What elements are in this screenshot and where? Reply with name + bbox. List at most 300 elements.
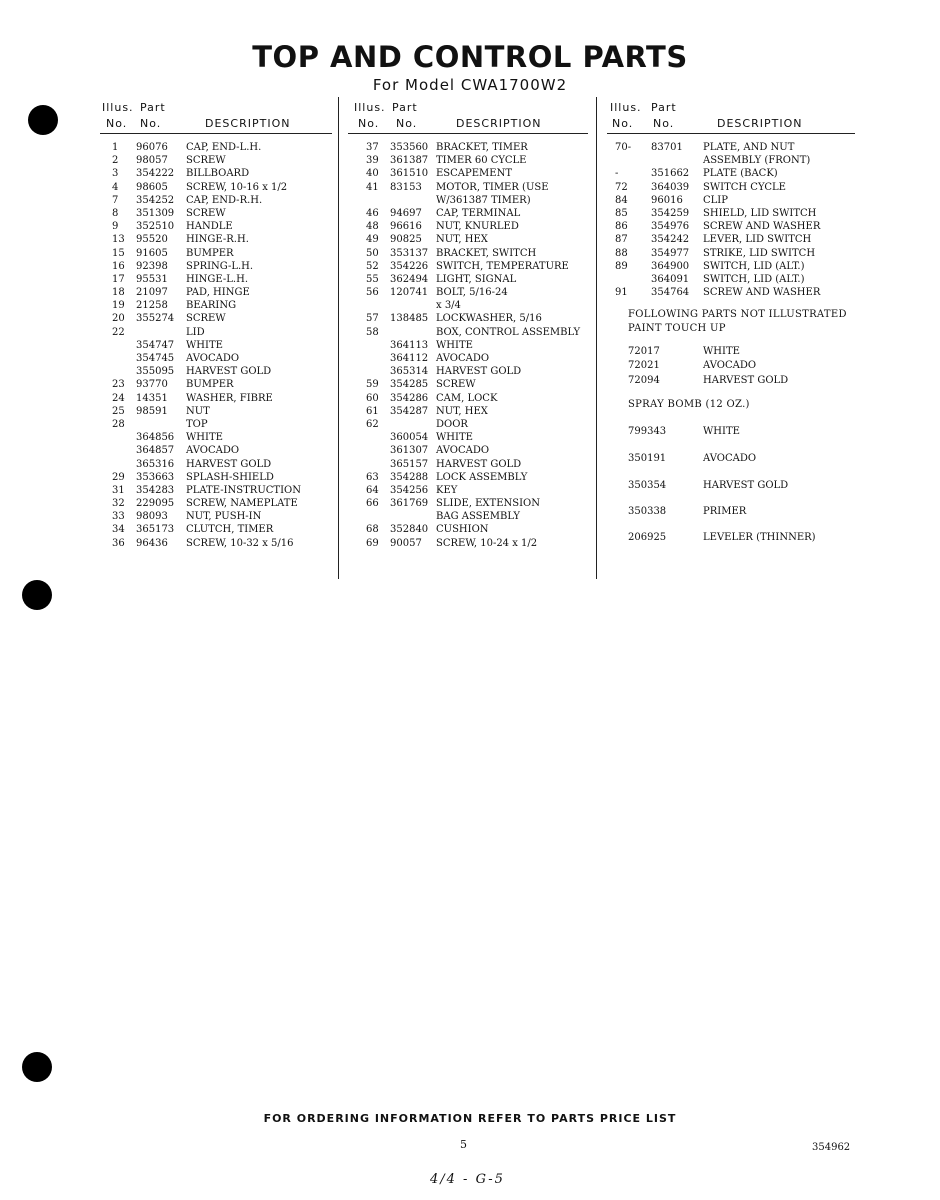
illus-number: 23 [112,379,125,391]
part-number: 98057 [136,155,168,167]
part-row [100,248,332,261]
part-number: 96436 [136,537,168,549]
part-number: 96616 [390,221,422,233]
column-header [348,100,588,134]
part-number: 352510 [136,221,175,233]
part-description: NUT, PUSH-IN [186,511,262,523]
ordering-footer: FOR ORDERING INFORMATION REFER TO PARTS PRICE LIST [263,1112,677,1125]
description-label: DESCRIPTION [717,117,803,130]
part-number: 361307 [390,445,429,457]
column-divider [596,97,597,579]
part-description: CLIP [703,194,728,206]
part-number: 365314 [390,366,429,378]
part-description: CUSHION [436,524,489,536]
part-row [607,261,855,274]
paint-touch-up-heading: PAINT TOUCH UP [628,323,726,334]
illus-number: 7 [112,194,119,206]
part-description: NUT, KNURLED [436,221,519,233]
part-number: 93770 [136,379,168,391]
part-number: 21097 [136,287,168,299]
no-label: No. [653,117,675,130]
part-row [100,393,332,406]
illus-number: 33 [112,511,125,523]
part-description: PLATE-INSTRUCTION [186,484,301,496]
part-description: AVOCADO [186,445,240,457]
paint-part-number: 72017 [628,346,660,357]
part-number: 353663 [136,471,175,483]
illus-number: 20 [112,313,125,325]
part-description: SCREW, 10-16 x 1/2 [186,181,288,193]
illus-number: 52 [366,260,379,272]
part-number: 365316 [136,458,175,470]
part-description: NUT, HEX [436,405,488,417]
part-description: STRIKE, LID SWITCH [703,247,816,259]
part-row [607,155,855,168]
part-description: ESCAPEMENT [436,168,513,180]
part-description: WHITE [436,339,473,351]
part-description: SCREW, 10-24 x 1/2 [436,537,538,549]
part-row [100,195,332,208]
part-row [100,498,332,511]
part-description: CLUTCH, TIMER [186,524,274,536]
illus-label: Illus. [102,101,134,114]
part-row [100,379,332,392]
part-row [100,287,332,300]
spray-finish: PRIMER [703,506,747,517]
part-row [100,261,332,274]
part-row [348,261,588,274]
part-number: 361387 [390,155,429,167]
illus-number: 61 [366,405,379,417]
part-row [607,287,855,300]
part-number: 120741 [390,287,429,299]
illus-number: 28 [112,418,125,430]
part-description: SHIELD, LID SWITCH [703,207,817,219]
part-description: LOCKWASHER, 5/16 [436,313,542,325]
part-row [348,459,588,472]
part-row [607,248,855,261]
part-row [100,155,332,168]
part-row [100,459,332,472]
illus-number: 48 [366,221,379,233]
part-row [100,445,332,458]
illus-number: 31 [112,484,125,496]
part-number: 365173 [136,524,175,536]
part-description: HARVEST GOLD [436,458,522,470]
part-description: SWITCH, LID (ALT.) [703,260,805,272]
no-label: No. [106,117,128,130]
illus-number: 32 [112,498,125,510]
part-number: 361510 [390,168,429,180]
spray-finish: AVOCADO [703,453,757,464]
part-row [348,432,588,445]
page-title: TOP AND CONTROL PARTS [252,40,688,74]
part-number: 354764 [651,287,690,299]
model-subtitle: For Model CWA1700W2 [372,76,568,94]
illus-number: 89 [615,260,628,272]
part-description: SCREW AND WASHER [703,287,821,299]
part-row [100,419,332,432]
part-description: TOP [186,418,208,430]
part-description: ASSEMBLY (FRONT) [703,155,811,167]
part-description: SLIDE, EXTENSION [436,498,541,510]
part-number: 360054 [390,432,429,444]
illus-number: 60 [366,392,379,404]
illus-number: 3 [112,168,119,180]
illus-number: 16 [112,260,125,272]
part-description: LIGHT, SIGNAL [436,273,517,285]
part-description: DOOR [436,418,468,430]
part-number: 21258 [136,300,168,312]
part-row [348,379,588,392]
part-description: WASHER, FIBRE [186,392,273,404]
illus-number: 70- [615,142,632,153]
part-description: x 3/4 [436,300,461,312]
column-divider [338,97,339,579]
part-number: 229095 [136,498,175,510]
part-row [607,142,855,155]
part-row [607,168,855,181]
part-number: 351309 [136,207,175,219]
illus-number: 34 [112,524,125,536]
part-description: SPLASH-SHIELD [186,471,274,483]
part-number: 91605 [136,247,168,259]
part-number: 83153 [390,181,422,193]
part-description: SWITCH, TEMPERATURE [436,260,569,272]
part-row [348,208,588,221]
illus-number: 13 [112,234,125,246]
spray-part-number: 350354 [628,480,667,491]
part-description: PAD, HINGE [186,287,250,299]
no-label: No. [396,117,418,130]
part-number: 98591 [136,405,168,417]
part-row [607,195,855,208]
part-description: NUT, HEX [436,234,488,246]
part-number: 94697 [390,207,422,219]
part-row [348,445,588,458]
no-label: No. [612,117,634,130]
part-row [100,538,332,551]
part-description: BAG ASSEMBLY [436,511,520,523]
part-number: 364112 [390,353,429,364]
part-number: 355095 [136,366,175,378]
spray-part-number: 350191 [628,453,667,464]
part-number: 362494 [390,273,429,285]
part-description: CAP, END-L.H. [186,142,262,153]
part-number: 96016 [651,194,683,206]
part-number: 98605 [136,181,168,193]
spray-finish: HARVEST GOLD [703,480,789,491]
part-row [100,432,332,445]
part-number: 354288 [390,471,429,483]
document-number: 354962 [812,1142,851,1153]
part-description: HARVEST GOLD [186,366,272,378]
part-number: 354747 [136,339,175,351]
part-number: 354285 [390,379,429,391]
description-label: DESCRIPTION [205,117,291,130]
illus-number: 56 [366,287,379,299]
part-number: 352840 [390,524,429,536]
part-row [607,234,855,247]
part-description: HANDLE [186,221,233,233]
part-number: 354226 [390,260,429,272]
handwritten-note: 4/4 - G-5 [430,1172,505,1187]
part-row [100,168,332,181]
part-row [100,208,332,221]
part-row [100,353,332,366]
paint-finish: WHITE [703,346,740,357]
part-number: 95520 [136,234,168,246]
part-number: 365157 [390,458,429,470]
column-header [100,100,332,134]
illus-number: 37 [366,142,379,153]
part-number: 364091 [651,273,690,285]
parts-list [100,142,332,551]
not-illustrated-note: FOLLOWING PARTS NOT ILLUSTRATED [628,309,847,320]
part-number: 95531 [136,273,168,285]
illus-number: 69 [366,537,379,549]
binder-hole-top [28,105,58,135]
part-row [348,393,588,406]
part-description: BEARING [186,300,237,312]
part-row [348,538,588,551]
part-number: 364857 [136,445,175,457]
illus-number: 59 [366,379,379,391]
part-row [100,300,332,313]
illus-label: Illus. [354,101,386,114]
illus-number: 40 [366,168,379,180]
part-row [100,472,332,485]
parts-list [607,142,855,300]
column-header [607,100,855,134]
binder-hole-bottom [22,1052,52,1082]
part-description: AVOCADO [186,353,240,364]
illus-number: 2 [112,155,119,167]
part-row [348,234,588,247]
part-row [100,142,332,155]
part-description: CAP, END-R.H. [186,194,263,206]
illus-number: 85 [615,207,628,219]
illus-number: 15 [112,247,125,259]
part-description: AVOCADO [436,353,490,364]
illus-number: 22 [112,326,125,338]
illus-number: 66 [366,498,379,510]
paint-part-number: 72094 [628,375,660,386]
part-number: 354283 [136,484,175,496]
part-number: 354745 [136,353,175,364]
part-number: 361769 [390,498,429,510]
no-label: No. [140,117,162,130]
part-row [100,406,332,419]
illus-number: 8 [112,207,119,219]
part-description: BRACKET, TIMER [436,142,528,153]
part-description: SPRING-L.H. [186,260,254,272]
part-number: 364856 [136,432,175,444]
part-row [348,472,588,485]
part-description: BRACKET, SWITCH [436,247,537,259]
part-row [348,511,588,524]
part-description: SCREW [186,155,226,167]
part-label: Part [140,101,166,114]
part-description: CAP, TERMINAL [436,207,521,219]
part-row [607,274,855,287]
illus-number: 39 [366,155,379,167]
illus-number: 68 [366,524,379,536]
page-number: 5 [460,1138,467,1151]
part-description: TIMER 60 CYCLE [436,155,527,167]
part-description: MOTOR, TIMER (USE [436,181,549,193]
illus-number: 86 [615,221,628,233]
part-row [100,313,332,326]
part-number: 354977 [651,247,690,259]
part-row [348,142,588,155]
part-description: CAM, LOCK [436,392,498,404]
spray-finish: WHITE [703,426,740,437]
illus-number: 63 [366,471,379,483]
illus-number: 4 [112,181,119,193]
part-row [348,248,588,261]
illus-number: 46 [366,207,379,219]
part-description: NUT [186,405,210,417]
part-number: 355274 [136,313,175,325]
part-number: 364900 [651,260,690,272]
binder-hole-middle [22,580,52,610]
part-description: BOLT, 5/16-24 [436,287,508,299]
part-description: BOX, CONTROL ASSEMBLY [436,326,581,338]
part-number: 354976 [651,221,690,233]
illus-number: 25 [112,405,125,417]
illus-number: 36 [112,537,125,549]
part-description: WHITE [186,339,223,351]
part-row [100,340,332,353]
part-description: KEY [436,484,458,496]
part-number: 354286 [390,392,429,404]
paint-finish: AVOCADO [703,360,757,371]
part-description: BILLBOARD [186,168,250,180]
part-row [348,366,588,379]
parts-column-2 [348,100,588,551]
part-description: PLATE (BACK) [703,168,778,180]
part-row [607,182,855,195]
illus-number: 87 [615,234,628,246]
part-row [100,234,332,247]
part-description: BUMPER [186,247,234,259]
illus-number: 84 [615,194,628,206]
part-row [348,287,588,300]
part-row [100,511,332,524]
part-description: AVOCADO [436,445,490,457]
part-row [348,353,588,366]
part-description: SCREW [186,313,226,325]
illus-number: - [615,168,619,180]
illus-number: 41 [366,181,379,193]
part-number: 98093 [136,511,168,523]
description-label: DESCRIPTION [456,117,542,130]
part-number: 90057 [390,537,422,549]
part-row [100,327,332,340]
part-row [348,182,588,195]
part-row [348,406,588,419]
part-number: 354222 [136,168,175,180]
part-number: 354256 [390,484,429,496]
part-description: SCREW [186,207,226,219]
parts-column-3 [607,100,855,300]
part-number: 354252 [136,194,175,206]
part-description: HINGE-L.H. [186,273,248,285]
part-number: 14351 [136,392,168,404]
parts-list [348,142,588,551]
part-row [607,208,855,221]
part-number: 353137 [390,247,429,259]
part-row [348,340,588,353]
spray-part-number: 206925 [628,532,667,543]
part-description: WHITE [436,432,473,444]
no-label: No. [358,117,380,130]
illus-number: 9 [112,221,119,233]
spray-part-number: 350338 [628,506,667,517]
illus-number: 24 [112,392,125,404]
illus-number: 19 [112,300,125,312]
part-row [348,313,588,326]
part-description: W/361387 TIMER) [436,194,531,206]
part-description: LEVER, LID SWITCH [703,234,812,246]
part-description: HARVEST GOLD [436,366,522,378]
part-description: BUMPER [186,379,234,391]
part-label: Part [392,101,418,114]
part-description: HINGE-R.H. [186,234,249,246]
paint-finish: HARVEST GOLD [703,375,789,386]
illus-number: 91 [615,287,628,299]
part-row [348,419,588,432]
part-description: SCREW, 10-32 x 5/16 [186,537,294,549]
part-number: 83701 [651,142,683,153]
part-row [348,195,588,208]
part-description: PLATE, AND NUT [703,142,795,153]
part-number: 92398 [136,260,168,272]
part-number: 96076 [136,142,168,153]
illus-number: 55 [366,273,379,285]
part-row [348,221,588,234]
part-row [100,221,332,234]
illus-number: 88 [615,247,628,259]
illus-number: 64 [366,484,379,496]
part-description: SCREW, NAMEPLATE [186,498,298,510]
illus-number: 18 [112,287,125,299]
illus-number: 62 [366,418,379,430]
part-row [100,485,332,498]
part-description: LOCK ASSEMBLY [436,471,528,483]
illus-label: Illus. [610,101,642,114]
part-row [348,155,588,168]
part-row [348,498,588,511]
part-description: SWITCH, LID (ALT.) [703,273,805,285]
part-number: 353560 [390,142,429,153]
part-row [100,524,332,537]
part-row [100,366,332,379]
part-label: Part [651,101,677,114]
illus-number: 72 [615,181,628,193]
spray-finish: LEVELER (THINNER) [703,532,816,543]
part-row [348,327,588,340]
part-row [348,485,588,498]
part-number: 90825 [390,234,422,246]
part-row [348,168,588,181]
illus-number: 57 [366,313,379,325]
part-row [348,524,588,537]
spray-bomb-heading: SPRAY BOMB (12 OZ.) [628,399,750,410]
illus-number: 50 [366,247,379,259]
part-description: SCREW AND WASHER [703,221,821,233]
